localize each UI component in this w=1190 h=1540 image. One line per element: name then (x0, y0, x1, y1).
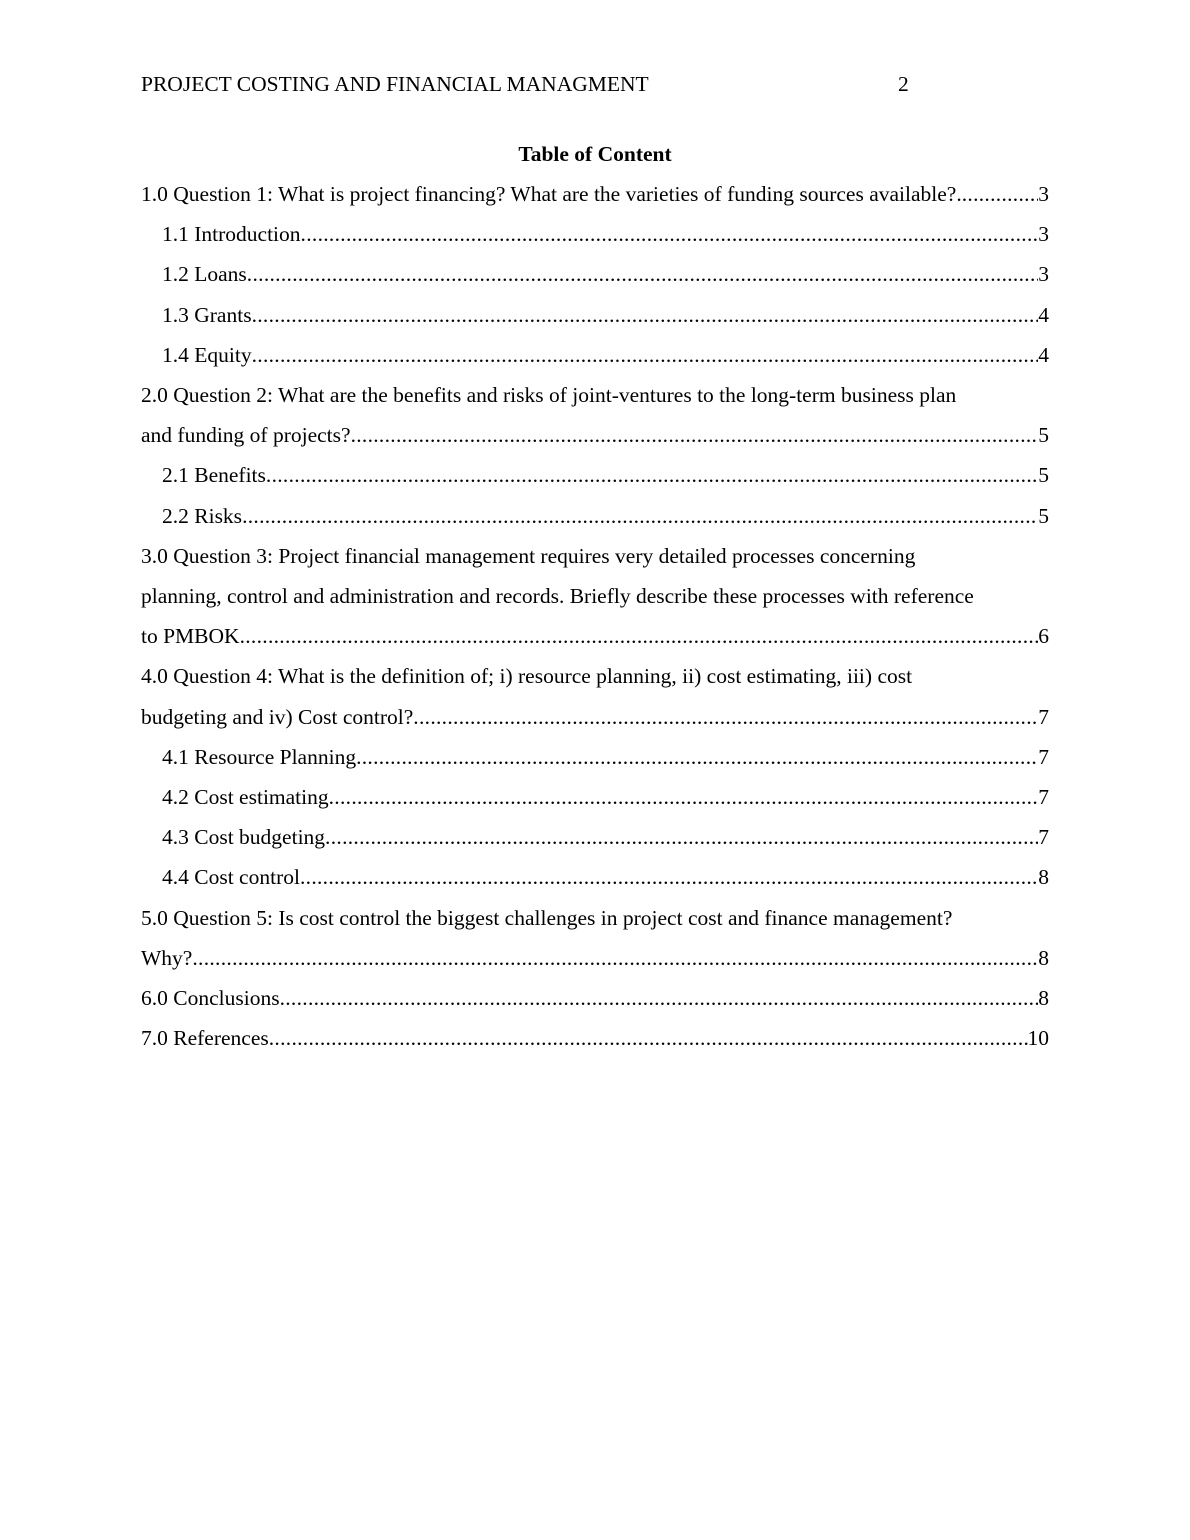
toc-entry-row (162, 496, 1049, 536)
dot-leader (962, 174, 1039, 214)
dot-leader (240, 616, 1039, 656)
toc-entry-text-line: planning, control and administration and records. Briefly describe these processes with reference (141, 584, 974, 609)
toc-entry-text-line: 2.0 Question 2: What are the benefits and risks of joint-ventures to the long-term business plan (141, 383, 957, 408)
toc-entry-page-number: 8 (1038, 986, 1049, 1011)
toc-entry-page-number: 3 (1038, 222, 1049, 247)
table-of-contents (141, 174, 1049, 1058)
toc-entry-row (162, 737, 1049, 777)
toc-entry-text-line: 4.3 Cost budgeting (162, 825, 326, 850)
toc-entry[interactable] (141, 536, 1049, 657)
toc-entry-row (141, 938, 1049, 978)
toc-entry-page-number: 5 (1038, 463, 1049, 488)
toc-entry-page-number: 5 (1038, 423, 1049, 448)
toc-entry-row (162, 214, 1049, 254)
toc-entry-row (141, 978, 1049, 1018)
toc-entry-page-number: 7 (1038, 744, 1049, 769)
dot-leader (351, 415, 1039, 455)
toc-entry-text-line: 4.0 Question 4: What is the definition of; i) resource planning, ii) cost estimating, iii) cost (141, 664, 913, 689)
toc-entry-text-line: to PMBOK (141, 624, 240, 649)
toc-entry[interactable] (141, 978, 1049, 1018)
toc-entry[interactable] (141, 455, 1049, 495)
toc-entry-text-line: 5.0 Question 5: Is cost control the biggest challenges in project cost and finance management? (141, 905, 953, 930)
toc-entry[interactable] (141, 335, 1049, 375)
toc-entry-text-line: 3.0 Question 3: Project financial management requires very detailed processes concerning (141, 543, 916, 568)
toc-entry[interactable] (141, 254, 1049, 294)
dot-leader (252, 295, 1039, 335)
toc-entry-row (141, 415, 1049, 455)
toc-heading: Table of Content (518, 142, 672, 166)
toc-entry-text-line: Why? (141, 945, 193, 970)
toc-entry[interactable] (141, 857, 1049, 897)
toc-entry[interactable] (141, 817, 1049, 857)
toc-entry-page-number: 6 (1038, 624, 1049, 649)
dot-leader (356, 737, 1038, 777)
toc-entry-text-line: 6.0 Conclusions (141, 986, 280, 1011)
toc-entry-text-line: 4.4 Cost control (162, 865, 300, 890)
toc-entry-row (141, 697, 1049, 737)
toc-entry-page-number: 7 (1038, 825, 1049, 850)
dot-leader (300, 857, 1038, 897)
toc-entry-page-number: 7 (1038, 704, 1049, 729)
dot-leader (242, 496, 1038, 536)
toc-entry-text-line: 1.2 Loans (162, 262, 247, 287)
dot-leader (325, 817, 1038, 857)
toc-entry-page-number: 4 (1038, 302, 1049, 327)
dot-leader (252, 335, 1039, 375)
dot-leader (329, 777, 1039, 817)
toc-entry-row (162, 295, 1049, 335)
toc-entry-text-line: 2.1 Benefits (162, 463, 266, 488)
toc-entry[interactable] (141, 898, 1049, 978)
toc-entry[interactable] (141, 174, 1049, 214)
toc-entry-page-number: 10 (1027, 1026, 1049, 1051)
toc-entry-row (162, 335, 1049, 375)
toc-entry[interactable] (141, 1018, 1049, 1058)
dot-leader (269, 1018, 1028, 1058)
toc-entry-text-line: 1.0 Question 1: What is project financing? What are the varieties of funding sources available?. (141, 182, 962, 206)
toc-entry-row (162, 777, 1049, 817)
toc-entry[interactable] (141, 777, 1049, 817)
toc-entry[interactable] (141, 496, 1049, 536)
running-header-title: PROJECT COSTING AND FINANCIAL MANAGMENT (141, 72, 649, 96)
toc-entry-page-number: 8 (1038, 865, 1049, 890)
toc-entry-text-line: 1.3 Grants (162, 302, 252, 327)
toc-entry-text-line: 4.1 Resource Planning (162, 744, 357, 769)
toc-entry-text-line: 1.1 Introduction (162, 222, 301, 247)
toc-entry-row (162, 857, 1049, 897)
page-number: 2 (898, 72, 909, 96)
toc-entry-row (141, 1018, 1049, 1058)
toc-entry-page-number: 3 (1038, 262, 1049, 287)
toc-entry-text-line: 1.4 Equity (162, 342, 252, 367)
toc-entry[interactable] (141, 214, 1049, 254)
toc-entry-text-line: and funding of projects? (141, 423, 351, 448)
toc-entry-page-number: 7 (1038, 785, 1049, 810)
toc-entry-text-line: budgeting and iv) Cost control? (141, 704, 414, 729)
toc-entry-page-number: 3 (1038, 182, 1049, 206)
dot-leader (413, 697, 1038, 737)
toc-entry-row (162, 254, 1049, 294)
dot-leader (192, 938, 1038, 978)
toc-entry-row (141, 616, 1049, 656)
toc-entry[interactable] (141, 295, 1049, 335)
toc-entry-text-line: 4.2 Cost estimating (162, 785, 329, 810)
toc-entry-row (162, 455, 1049, 495)
toc-entry-row (162, 817, 1049, 857)
toc-entry-page-number: 4 (1038, 342, 1049, 367)
toc-entry[interactable] (141, 656, 1049, 736)
toc-entry-page-number: 8 (1038, 945, 1049, 970)
toc-entry-text-line: 7.0 References (141, 1026, 269, 1051)
toc-entry-row (141, 174, 1049, 214)
dot-leader (266, 455, 1038, 495)
dot-leader (247, 254, 1038, 294)
dot-leader (301, 214, 1039, 254)
toc-entry-page-number: 5 (1038, 503, 1049, 528)
toc-entry-text-line: 2.2 Risks (162, 503, 243, 528)
toc-entry[interactable] (141, 375, 1049, 455)
toc-entry[interactable] (141, 737, 1049, 777)
dot-leader (280, 978, 1039, 1018)
